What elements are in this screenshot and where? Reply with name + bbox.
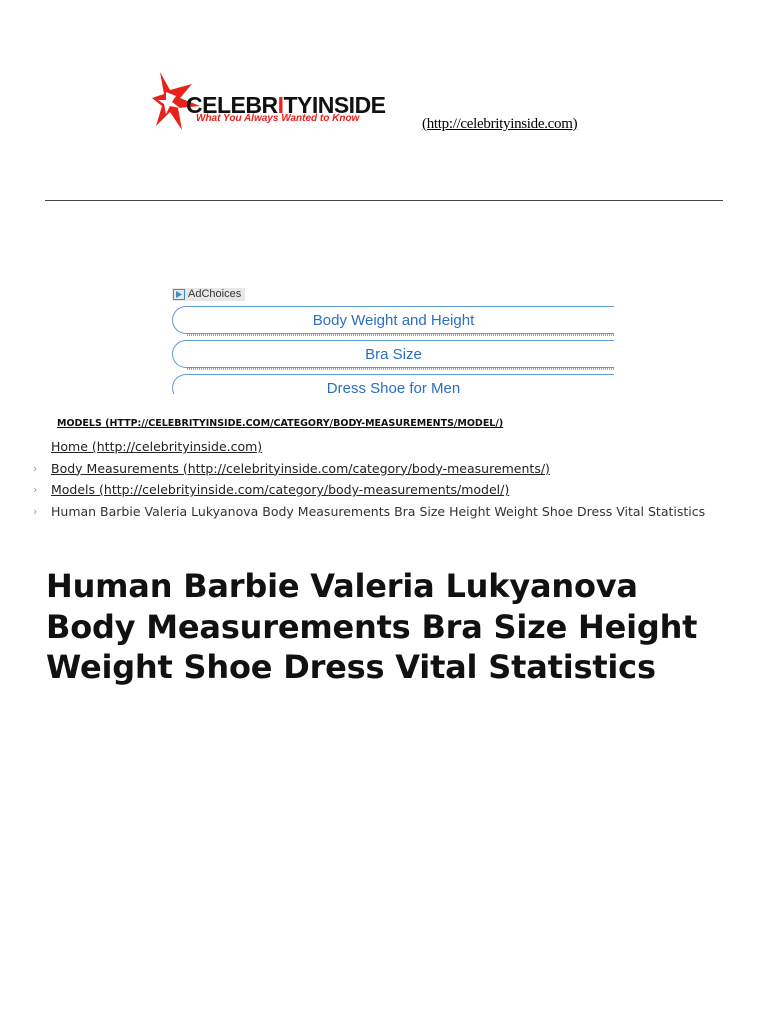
site-logo[interactable] bbox=[152, 70, 432, 132]
ad-link-dress-shoe[interactable]: Dress Shoe for Men bbox=[172, 374, 614, 394]
page-title: Human Barbie Valeria Lukyanova Body Measurements Bra Size Height Weight Shoe Dress Vital Statistics bbox=[46, 567, 698, 686]
header-divider bbox=[45, 200, 723, 201]
breadcrumb-home-link[interactable]: Home (http://celebrityinside.com) bbox=[51, 439, 263, 454]
ad-link-body-weight-height[interactable]: Body Weight and Height bbox=[172, 306, 614, 334]
adchoices-label: AdChoices bbox=[188, 288, 242, 300]
breadcrumb-current-label: Human Barbie Valeria Lukyanova Body Measurements Bra Size Height Weight Shoe Dress Vital Statistics bbox=[51, 503, 706, 519]
breadcrumb-item bbox=[33, 479, 723, 501]
adchoices-badge[interactable] bbox=[172, 288, 245, 301]
logo-home-link[interactable]: (http://celebrityinside.com) bbox=[422, 116, 578, 132]
breadcrumb-item bbox=[33, 458, 723, 480]
breadcrumb-models-link[interactable]: Models (http://celebrityinside.com/category/body-measurements/model/) bbox=[51, 482, 510, 497]
adchoices-icon bbox=[173, 289, 185, 300]
ad-link-bra-size[interactable]: Bra Size bbox=[172, 340, 614, 368]
chevron-right-icon: › bbox=[33, 461, 38, 475]
breadcrumb bbox=[33, 436, 723, 522]
breadcrumb-home bbox=[33, 436, 723, 458]
logo-wordmark: CELEBRITYINSIDE bbox=[186, 92, 386, 118]
chevron-right-icon: › bbox=[33, 504, 38, 518]
category-link-models[interactable]: MODELS (HTTP://CELEBRITYINSIDE.COM/CATEGORY/BODY-MEASUREMENTS/MODEL/) bbox=[57, 418, 504, 429]
ad-block bbox=[172, 288, 614, 394]
logo-tagline: What You Always Wanted to Know bbox=[196, 113, 360, 124]
breadcrumb-current bbox=[33, 501, 723, 523]
chevron-right-icon: › bbox=[33, 483, 38, 496]
breadcrumb-body-measurements-link[interactable]: Body Measurements (http://celebrityinside.com/category/body-measurements/) bbox=[51, 460, 550, 476]
